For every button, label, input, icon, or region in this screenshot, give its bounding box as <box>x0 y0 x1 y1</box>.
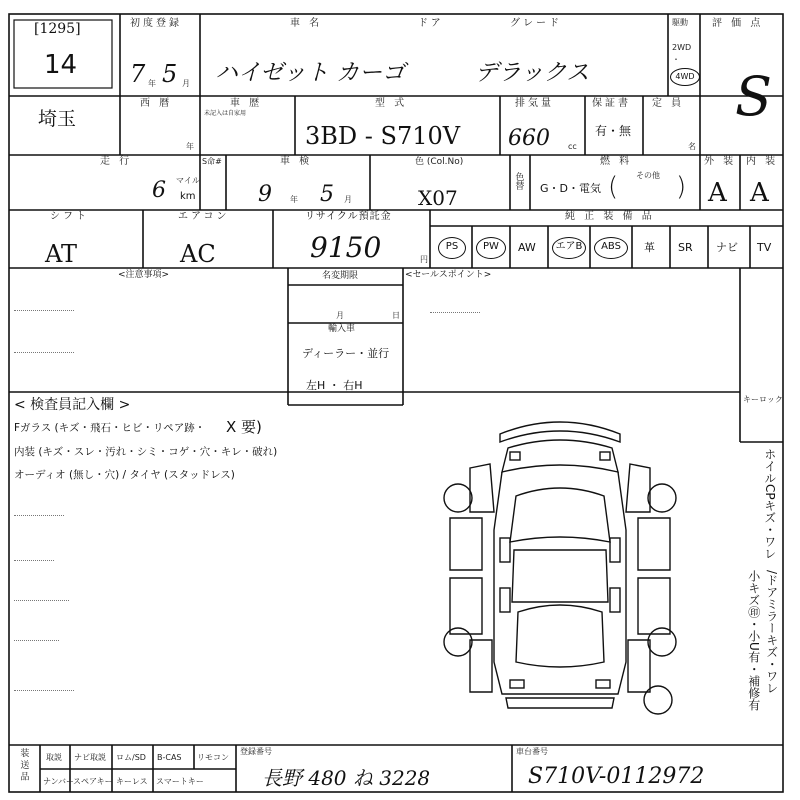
legend-mirror: /ドアミラーキズ・ワレ <box>764 570 779 695</box>
model: 3BD - S710V <box>305 122 461 150</box>
capacity-label: 定 員 <box>652 98 685 109</box>
color-change-label: 色替 <box>513 172 524 190</box>
reg-year: 7 <box>130 60 146 88</box>
color-label: 色 (Col.No) <box>415 157 464 167</box>
shaken-month: 5 <box>320 182 334 207</box>
mile-label: マイル <box>176 176 200 185</box>
fuel-other: その他 <box>636 171 660 180</box>
car-name-label: 車 名 <box>290 18 323 29</box>
acc-number: ナンバー <box>43 777 75 786</box>
shaken-year: 9 <box>258 182 272 207</box>
warranty-value: 有・無 <box>595 124 632 138</box>
footer-accessories-label: 装 送 品 <box>18 748 29 781</box>
fuel-options: G・D・電気 <box>540 182 601 195</box>
import-label: 輸入車 <box>328 324 356 334</box>
equipment-label: 純 正 装 備 品 <box>565 211 655 222</box>
western-calendar-label: 西 暦 <box>140 98 173 109</box>
mileage-label: 走 行 <box>100 156 133 167</box>
inspector-line1: Fガラス (キズ・飛石・ヒビ・リペア跡・ <box>14 422 206 434</box>
grade-label: グレード <box>510 18 562 29</box>
equip-sunroof: SR <box>678 241 693 254</box>
reg-month: 5 <box>162 60 178 88</box>
shaken-label: 車 検 <box>280 156 313 167</box>
plate-label: 登録番号 <box>240 747 272 756</box>
drive-4wd: 4WD <box>675 72 695 81</box>
displacement: 660 <box>508 126 550 151</box>
chassis-number: S710V-0112972 <box>528 764 705 789</box>
history-note: 未記入は自家用 <box>204 110 247 117</box>
exterior-label: 外 装 <box>704 156 737 167</box>
inspector-line3: オーディオ (無し・穴) / タイヤ (スタッドレス) <box>14 469 235 481</box>
name-change-day: 日 <box>392 311 400 320</box>
equip-navi: ナビ <box>716 241 738 254</box>
acc-spare-key: スペアキー <box>73 777 113 786</box>
equip-airbag: エアB <box>552 237 586 259</box>
history-label: 車 歴 <box>230 98 263 109</box>
door-label: ドア <box>418 18 444 29</box>
acc-keyless: キーレス <box>116 777 148 786</box>
legend-wheel: ホイルCPキズ・ワレ <box>762 448 777 560</box>
acc-remote: リモコン <box>197 753 229 762</box>
first-registration-label: 初度登録 <box>130 18 182 29</box>
warranty-label: 保証書 <box>592 98 631 109</box>
name-change-month: 月 <box>336 311 344 320</box>
inspector-heading: < 検査員記入欄 > <box>14 397 131 413</box>
acc-rom-sd: ロム/SD <box>116 753 146 762</box>
acc-smart-key: スマートキー <box>156 777 204 786</box>
acc-bcas: B-CAS <box>157 753 182 762</box>
region: 埼玉 <box>38 108 77 130</box>
meter-label: S命# <box>202 157 222 166</box>
ac: AC <box>180 240 216 268</box>
grade: デラックス <box>475 60 590 86</box>
plate-number: 長野 480 ね 3228 <box>262 766 431 790</box>
km-label: km <box>180 191 196 202</box>
drive-4wd-circled <box>670 68 700 86</box>
equip-abs: ABS <box>594 237 628 259</box>
car-name: ハイゼット カーゴ <box>215 60 406 86</box>
name-change-label: 名変期限 <box>322 271 359 281</box>
equip-ps: PS <box>438 237 466 259</box>
equip-pw: PW <box>476 237 506 259</box>
caution-label: <注意事項> <box>118 270 170 280</box>
reg-month-unit: 月 <box>182 79 190 88</box>
import-dealer: ディーラー・並行 <box>302 347 390 360</box>
equip-aw: AW <box>518 241 536 254</box>
chassis-label: 車台番号 <box>516 747 548 756</box>
exterior-grade: A <box>708 178 727 208</box>
score: S <box>735 65 772 128</box>
interior-grade: A <box>750 178 769 208</box>
displacement-unit: cc <box>568 142 577 151</box>
car-diagram <box>440 412 680 732</box>
lot-bracket: [1295] <box>34 21 81 37</box>
equip-leather: 革 <box>644 241 655 254</box>
model-label: 型 式 <box>375 98 408 109</box>
interior-label: 内 装 <box>746 156 779 167</box>
legend-small-marks: 小キズ㊞・小U有・補修有 <box>746 570 761 711</box>
capacity-unit: 名 <box>688 142 696 151</box>
lot-number: 14 <box>44 50 78 80</box>
color-code: X07 <box>418 186 458 210</box>
auction-sheet: [1295] 14 初度登録 7 年 5 月 車 名 ドア グレード ハイゼット カーゴ デラックス 駆動 2WD ・ 4WD 評 価 点 S 埼玉 西 暦 年 車 歴 未記入は自家用 型 式 3BD - S710V 排気量 660 cc 保証書 有・無 定 員 名 走 行 6 マイル km S命# 車 検 9 年 5 月 色 (Col.No) X07 色替 燃 料 G・D・電気 ( その他 ) 外 装 内 装 A A シフト AT エアコン AC リサイクル預託金 9150 円 純 正 装 備 品 PS PW AW エアB ABS 革 SR ナビ TV <注意事項> 名変期限 月 日 輸入車 ディーラー・並行 左H ・ 右H <セールスポイント> < 検査員記入欄 > Fガラス (キズ・飛石・ヒビ・リペア跡・ X 要) 内装 (キズ・スレ・汚れ・シミ・コゲ・穴・キレ・破れ) オーディオ (無し・穴) / タイヤ (スタッドレス) キーロック ホイルCPキズ・ワレ /ドアミラーキズ・ワレ 小キズ㊞・小U有・補修有 装 送 品 取説 ナビ取説 ロム/SD B-CAS リモコン ナンバー スペアキー キーレス スマートキー 登録番号 長野 480 ね 3228 車台番号 S710V-0112972 <box>0 0 800 800</box>
displacement-label: 排気量 <box>515 98 554 109</box>
inspector-line2: 内装 (キズ・スレ・汚れ・シミ・コゲ・穴・キレ・破れ) <box>14 446 278 458</box>
mileage: 6 <box>152 178 166 203</box>
recycle-amount: 9150 <box>310 231 382 264</box>
recycle-label: リサイクル預託金 <box>305 211 392 222</box>
shift-label: シフト <box>50 211 89 222</box>
handle-side: 左H ・ 右H <box>306 379 363 392</box>
drive-label: 駆動 <box>672 18 688 27</box>
shaken-year-unit: 年 <box>290 195 298 204</box>
shaken-month-unit: 月 <box>344 195 352 204</box>
drive-2wd: 2WD <box>672 43 692 52</box>
sales-point-label: <セールスポイント> <box>405 270 492 280</box>
acc-navi-manual: ナビ取説 <box>74 753 106 762</box>
acc-manual: 取説 <box>46 753 62 762</box>
ac-label: エアコン <box>178 211 230 222</box>
reg-year-unit: 年 <box>148 79 156 88</box>
western-year-unit: 年 <box>186 142 194 151</box>
key-lock-label: キーロック <box>743 395 783 404</box>
equip-tv: TV <box>757 241 772 254</box>
yen-unit: 円 <box>420 255 428 264</box>
fuel-label: 燃 料 <box>600 156 633 167</box>
score-label: 評 価 点 <box>712 18 764 29</box>
inspector-line1-mark: X 要) <box>226 418 262 436</box>
shift: AT <box>45 240 78 268</box>
